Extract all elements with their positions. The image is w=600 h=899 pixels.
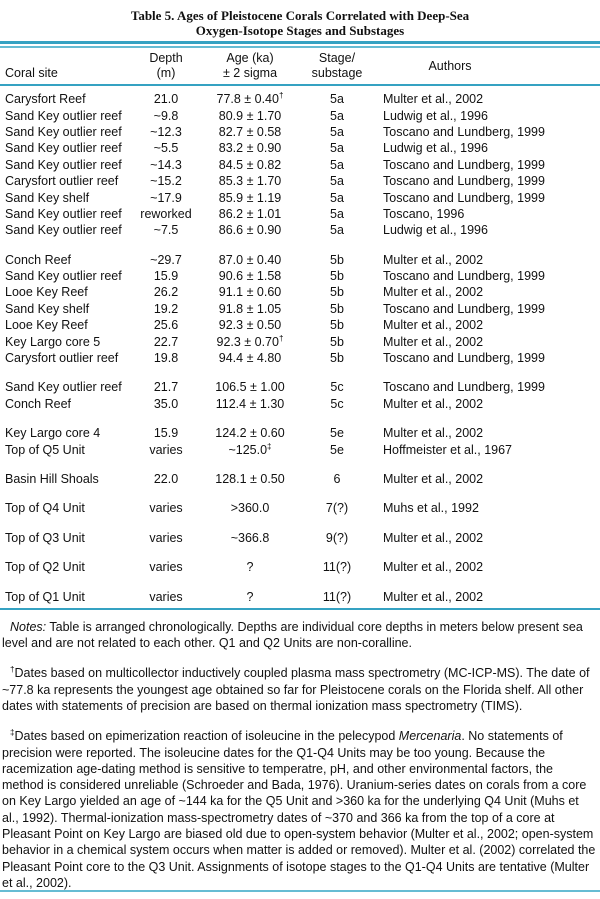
table-row: [0, 222, 600, 238]
cell-coral-site: Sand Key outlier reef: [5, 206, 122, 221]
stage-group: [0, 559, 600, 575]
table-row: [0, 301, 600, 317]
cell-age: 128.1 ± 0.50: [215, 472, 285, 486]
stage-group: [0, 471, 600, 487]
cell-authors: Multer et al., 2002: [383, 252, 484, 267]
table-row: [0, 284, 600, 300]
table-row: [0, 425, 600, 441]
cell-age: ~125.0‡: [228, 441, 272, 457]
header-depth-line1: Depth: [149, 51, 183, 65]
table-header-row: [0, 48, 600, 84]
header-coral-site: Coral site: [5, 66, 58, 80]
cell-coral-site: Looe Key Reef: [5, 318, 88, 333]
cell-coral-site: Sand Key outlier reef: [5, 124, 122, 139]
note-paragraph: [2, 728, 596, 891]
cell-depth: ~12.3: [150, 124, 182, 139]
cell-age: 80.9 ± 1.70: [218, 108, 282, 123]
table-row: [0, 471, 600, 487]
stage-group: [0, 379, 600, 412]
cell-stage: 6: [333, 472, 341, 486]
table-row: [0, 91, 600, 107]
cell-depth: 21.7: [153, 380, 179, 395]
cell-depth: 22.0: [153, 472, 179, 486]
cell-authors: Toscano and Lundberg, 1999: [383, 380, 545, 395]
header-stage-line1: Stage/: [318, 51, 356, 65]
cell-authors: Toscano and Lundberg, 1999: [383, 124, 545, 139]
cell-coral-site: Carysfort outlier reef: [5, 351, 119, 366]
table-row: [0, 396, 600, 412]
table-row: [0, 140, 600, 156]
cell-authors: Multer et al., 2002: [383, 334, 484, 349]
notes-section: [0, 610, 600, 891]
cell-authors: Multer et al., 2002: [383, 530, 484, 545]
cell-coral-site: Top of Q4 Unit: [5, 501, 85, 516]
cell-age: 83.2 ± 0.90: [218, 141, 282, 156]
top-double-rule: [0, 41, 600, 48]
cell-age: 85.9 ± 1.19: [218, 190, 282, 205]
table-title-line2: Oxygen-Isotope Stages and Substages: [195, 23, 405, 38]
cell-age: 91.1 ± 0.60: [218, 285, 282, 300]
cell-stage: 5e: [330, 442, 344, 457]
cell-age: ?: [246, 589, 254, 604]
cell-age: 84.5 ± 0.82: [218, 157, 282, 172]
table-title-line1: Table 5. Ages of Pleistocene Corals Correlated with Deep-Sea: [130, 8, 470, 23]
cell-coral-site: Top of Q1 Unit: [5, 589, 85, 604]
stage-group: [0, 500, 600, 516]
cell-depth: ~5.5: [153, 141, 179, 156]
cell-depth: ~14.3: [150, 157, 182, 172]
table-row: [0, 252, 600, 268]
header-age: [196, 51, 304, 81]
cell-age: 86.6 ± 0.90: [218, 223, 282, 238]
cell-authors: Ludwig et al., 1996: [383, 108, 488, 123]
cell-age: 82.7 ± 0.58: [218, 124, 282, 139]
cell-depth: 26.2: [153, 285, 179, 300]
cell-depth: 19.2: [153, 301, 179, 316]
cell-stage: 7(?): [325, 501, 349, 516]
cell-depth: ~29.7: [150, 252, 182, 267]
table-row: [0, 350, 600, 366]
table-title: [0, 0, 600, 38]
cell-coral-site: Sand Key outlier reef: [5, 141, 122, 156]
footnote-marker: †: [278, 333, 284, 343]
footnote-marker: ‡: [10, 728, 15, 738]
cell-coral-site: Carysfort outlier reef: [5, 174, 119, 189]
cell-depth: ~9.8: [153, 108, 179, 123]
cell-coral-site: Conch Reef: [5, 252, 72, 267]
footnote-marker: †: [10, 665, 15, 675]
cell-authors: Muhs et al., 1992: [383, 501, 479, 516]
cell-depth: 19.8: [153, 351, 179, 366]
cell-age: 86.2 ± 1.01: [218, 206, 282, 221]
cell-stage: 5b: [330, 285, 344, 300]
cell-stage: 5a: [330, 124, 344, 139]
table-body: [0, 86, 600, 608]
cell-authors: Multer et al., 2002: [383, 396, 484, 411]
cell-coral-site: Sand Key shelf: [5, 190, 90, 205]
table-row: [0, 441, 600, 457]
cell-stage: 5b: [330, 318, 344, 333]
stage-group: [0, 530, 600, 546]
cell-depth: varies: [149, 501, 183, 516]
cell-depth: 22.7: [153, 334, 179, 349]
cell-stage: 11(?): [322, 560, 352, 575]
header-age-line1: Age (ka): [226, 51, 274, 65]
table-row: [0, 157, 600, 173]
cell-stage: 5a: [330, 92, 344, 107]
cell-authors: Multer et al., 2002: [383, 560, 484, 575]
cell-stage: 5b: [330, 351, 344, 366]
stage-group: [0, 588, 600, 604]
cell-authors: Toscano and Lundberg, 1999: [383, 301, 545, 316]
table-row: [0, 317, 600, 333]
cell-coral-site: Sand Key outlier reef: [5, 223, 122, 238]
cell-age: >360.0: [230, 501, 270, 516]
cell-authors: Hoffmeister et al., 1967: [383, 442, 513, 457]
table-row: [0, 268, 600, 284]
cell-coral-site: Sand Key outlier reef: [5, 108, 122, 123]
cell-authors: Toscano and Lundberg, 1999: [383, 351, 545, 366]
cell-depth: 21.0: [153, 92, 179, 107]
cell-authors: Toscano and Lundberg, 1999: [383, 157, 545, 172]
cell-depth: 35.0: [153, 396, 179, 411]
cell-age: 106.5 ± 1.00: [215, 380, 285, 395]
cell-coral-site: Top of Q3 Unit: [5, 530, 85, 545]
cell-age: 77.8 ± 0.40†: [216, 91, 284, 107]
cell-age: 94.4 ± 4.80: [218, 351, 282, 366]
note-text: Dates based on multicollector inductively coupled plasma mass spectrometry (MC-ICP-MS). The date of ~77.8 ka represents the youngest age obtained so far for Pleistocene corals on the Florida shelf. All other dates with statements of precision are based on thermal ionization mass spectrometry (TIMS).: [2, 666, 590, 713]
table-row: [0, 206, 600, 222]
cell-depth: varies: [149, 589, 183, 604]
cell-coral-site: Looe Key Reef: [5, 285, 88, 300]
cell-coral-site: Sand Key outlier reef: [5, 157, 122, 172]
footnote-marker: ‡: [267, 441, 272, 451]
cell-age: 91.8 ± 1.05: [218, 301, 282, 316]
cell-stage: 5a: [330, 141, 344, 156]
page-bottom-rule: [0, 890, 600, 892]
stage-group: [0, 252, 600, 367]
cell-stage: 5a: [330, 190, 344, 205]
cell-age: ~366.8: [230, 530, 270, 545]
table-row: [0, 530, 600, 546]
cell-stage: 5c: [330, 380, 344, 395]
cell-age: 90.6 ± 1.58: [218, 269, 282, 284]
header-stage: [304, 51, 370, 81]
cell-authors: Multer et al., 2002: [383, 318, 484, 333]
cell-stage: 5a: [330, 174, 344, 189]
cell-age: ?: [246, 560, 254, 575]
cell-authors: Toscano, 1996: [383, 206, 465, 221]
cell-depth: ~7.5: [153, 223, 179, 238]
cell-depth: reworked: [140, 206, 192, 221]
cell-depth: 15.9: [153, 269, 179, 284]
table-row: [0, 559, 600, 575]
table-row: [0, 107, 600, 123]
footnote-marker: †: [278, 91, 284, 101]
stage-group: [0, 91, 600, 239]
cell-age: 87.0 ± 0.40: [218, 252, 282, 267]
header-depth: [136, 51, 196, 81]
cell-stage: 5a: [330, 206, 344, 221]
cell-depth: varies: [149, 442, 183, 457]
table-row: [0, 173, 600, 189]
cell-stage: 5a: [330, 108, 344, 123]
note-text: Mercenaria: [398, 729, 462, 744]
note-text: Notes:: [10, 619, 47, 634]
table-row: [0, 500, 600, 516]
cell-stage: 5b: [330, 301, 344, 316]
cell-depth: ~15.2: [150, 174, 182, 189]
cell-coral-site: Top of Q5 Unit: [5, 442, 85, 457]
cell-depth: 25.6: [153, 318, 179, 333]
cell-depth: varies: [149, 530, 183, 545]
cell-coral-site: Sand Key outlier reef: [5, 380, 122, 395]
cell-age: 92.3 ± 0.50: [218, 318, 282, 333]
cell-coral-site: Top of Q2 Unit: [5, 560, 85, 575]
note-paragraph: [2, 665, 596, 714]
cell-stage: 9(?): [325, 530, 349, 545]
cell-authors: Ludwig et al., 1996: [383, 141, 488, 156]
note-text: Table is arranged chronologically. Depths are individual core depths in meters below present sea level and are not related to each other. Q1 and Q2 Units are non-coralline.: [2, 619, 583, 651]
header-age-line2: ± 2 sigma: [222, 66, 278, 80]
table-row: [0, 189, 600, 205]
cell-stage: 5a: [330, 223, 344, 238]
cell-stage: 5c: [330, 396, 344, 411]
table-row: [0, 588, 600, 604]
cell-coral-site: Sand Key shelf: [5, 301, 90, 316]
cell-authors: Toscano and Lundberg, 1999: [383, 269, 545, 284]
cell-coral-site: Sand Key outlier reef: [5, 269, 122, 284]
cell-coral-site: Carysfort Reef: [5, 92, 86, 107]
note-text: . No statements of precision were reported. The isoleucine dates for the Q1-Q4 Units may be too young. Because the racemization age-dating method is sensitive to temperatre, pH, and other environmental factors, the method is considered unreliable (Schroeder and Bada, 1976). Uranium-series dates on corals from a core on Key Largo yielded an age of ~144 ka for the Q5 Unit and >360 ka for the underlying Q4 Unit (Muhs et al., 1992). Thermal-ionization mass-spectrometry dates of ~370 and 366 ka from the top of a core at Pleasant Point on Key Largo are biased old due to open-system behavior (Multer et al., 2002; open-system behavior in a chemical system occurs when matter is added or removed). Multer et al. (2002) correlated the Pleasant Point core to the Q3 Unit. Assignments of isotope stages to the Q1-Q4 Units are tentative (Multer et al., 2002).: [2, 729, 596, 890]
cell-age: 112.4 ± 1.30: [215, 396, 285, 411]
cell-stage: 5b: [330, 334, 344, 349]
table-row: [0, 333, 600, 349]
cell-coral-site: Conch Reef: [5, 396, 72, 411]
note-text: Dates based on epimerization reaction of isoleucine in the pelecypod: [14, 729, 399, 744]
header-authors: Authors: [428, 58, 472, 73]
cell-authors: Toscano and Lundberg, 1999: [383, 174, 545, 189]
header-stage-line2: substage: [311, 66, 363, 80]
note-paragraph: [2, 619, 596, 652]
cell-authors: Multer et al., 2002: [383, 472, 484, 486]
cell-coral-site: Basin Hill Shoals: [5, 472, 99, 486]
cell-authors: Multer et al., 2002: [383, 589, 484, 604]
header-depth-line2: (m): [156, 66, 176, 80]
cell-age: 124.2 ± 0.60: [215, 426, 285, 441]
cell-authors: Multer et al., 2002: [383, 92, 484, 107]
cell-age: 92.3 ± 0.70†: [216, 333, 284, 349]
cell-coral-site: Key Largo core 5: [5, 334, 101, 349]
cell-coral-site: Key Largo core 4: [5, 426, 101, 441]
cell-authors: Multer et al., 2002: [383, 426, 484, 441]
stage-group: [0, 425, 600, 458]
cell-stage: 5a: [330, 157, 344, 172]
cell-stage: 5b: [330, 269, 344, 284]
cell-authors: Ludwig et al., 1996: [383, 223, 488, 238]
cell-authors: Multer et al., 2002: [383, 285, 484, 300]
cell-stage: 5e: [330, 426, 344, 441]
cell-depth: varies: [149, 560, 183, 575]
table-row: [0, 379, 600, 395]
cell-depth: ~17.9: [150, 190, 182, 205]
cell-stage: 5b: [330, 252, 344, 267]
cell-authors: Toscano and Lundberg, 1999: [383, 190, 545, 205]
cell-age: 85.3 ± 1.70: [218, 174, 282, 189]
cell-stage: 11(?): [322, 589, 352, 604]
cell-depth: 15.9: [153, 426, 179, 441]
table-row: [0, 124, 600, 140]
